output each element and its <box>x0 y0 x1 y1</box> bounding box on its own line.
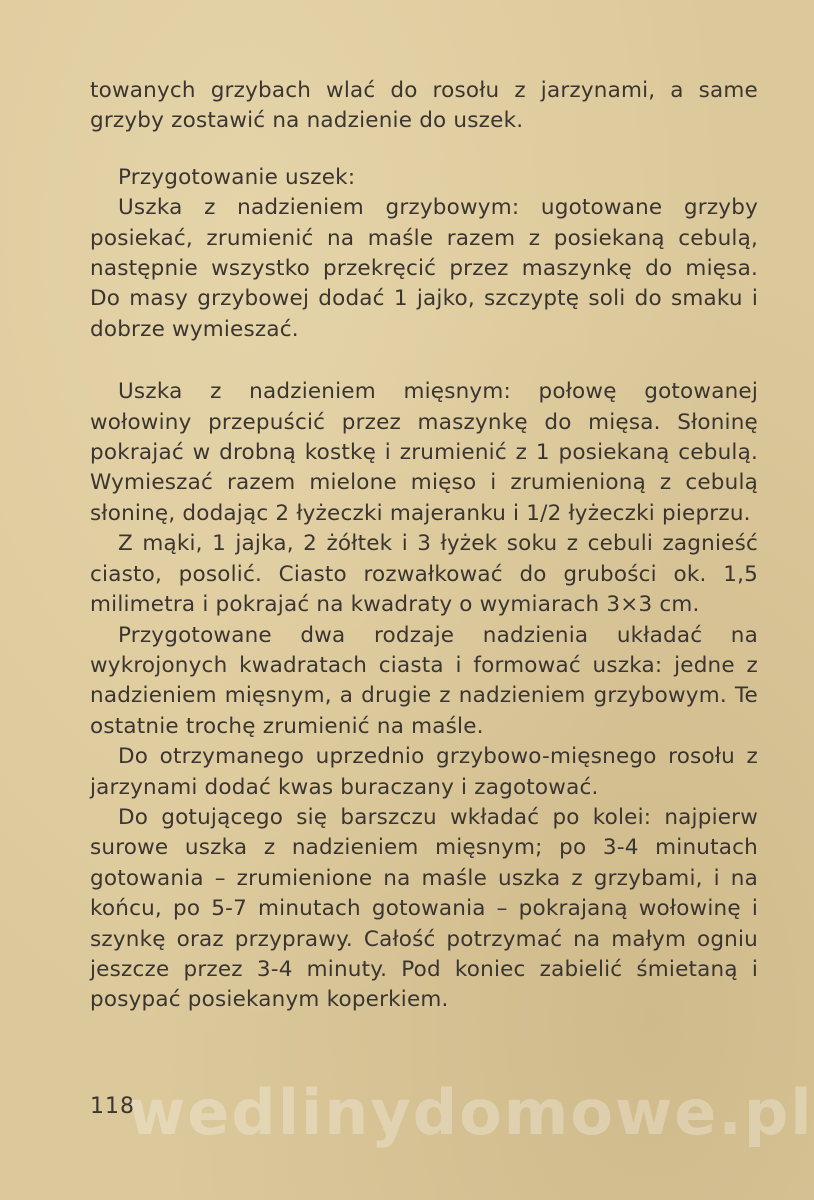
paragraph-forming: Przygotowane dwa rodzaje nadzienia układać na wykrojonych kwadratach ciasta i formować uszka: jedne z nadzieniem mięsnym, a drugie z nadzieniem grzybowym. Te ostatnie trochę zrumienić na maśle. <box>90 622 758 739</box>
watermark: wedlinydomowe.pl <box>128 1076 814 1149</box>
paragraph-mushroom-filling: Uszka z nadzieniem grzybowym: ugotowane grzyby posiekać, zrumienić na maśle razem z posiekaną cebulą, następnie wszystko przekręcić przez maszynkę do mięsa. Do masy grzybowej dodać 1 jajko, szczyptę soli do smaku i dobrze wymieszać. <box>90 195 758 342</box>
paragraph-meat-filling: Uszka z nadzieniem mięsnym: połowę gotowanej wołowiny przepuścić przez maszynkę do mięsa. Słoninę pokrajać w drobną kostkę i zrumienić z 1 posiekaną cebulą. Wymieszać razem mielone mięso i zrumienioną z cebulą słoninę, dodając 2 łyżeczki majeranku i 1/2 łyżeczki pieprzu. <box>90 379 758 526</box>
paragraph-broth: Do otrzymanego uprzednio grzybowo-mięsnego rosołu z jarzynami dodać kwas buraczany i zagotować. <box>90 744 758 800</box>
page-number: 118 <box>90 1094 135 1119</box>
paragraph-dough: Z mąki, 1 jajka, 2 żółtek i 3 łyżek soku z cebuli zagnieść ciasto, posolić. Ciasto rozwałkować do grubości ok. 1,5 milimetra i pokrajać na kwadraty o wymiarach 3×3 cm. <box>90 531 758 618</box>
section-heading: Przygotowanie uszek: <box>118 164 356 190</box>
paragraph-cooking: Do gotującego się barszczu wkładać po kolei: najpierw surowe uszka z nadzieniem mięsnym; po 3-4 minutach gotowania – zrumienione na maśle uszka z grzybami, i na końcu, po 5-7 minutach gotowania – pokrajaną wołowinę i szynkę oraz przyprawy. Całość potrzymać na małym ogniu jeszcze przez 3-4 minuty. Pod koniec zabielić śmietaną i posypać posiekanym koperkiem. <box>90 804 758 1013</box>
body-text <box>90 76 758 1016</box>
paragraph-continuation: towanych grzybach wlać do rosołu z jarzynami, a same grzyby zostawić na nadzienie do uszek. <box>90 78 758 134</box>
